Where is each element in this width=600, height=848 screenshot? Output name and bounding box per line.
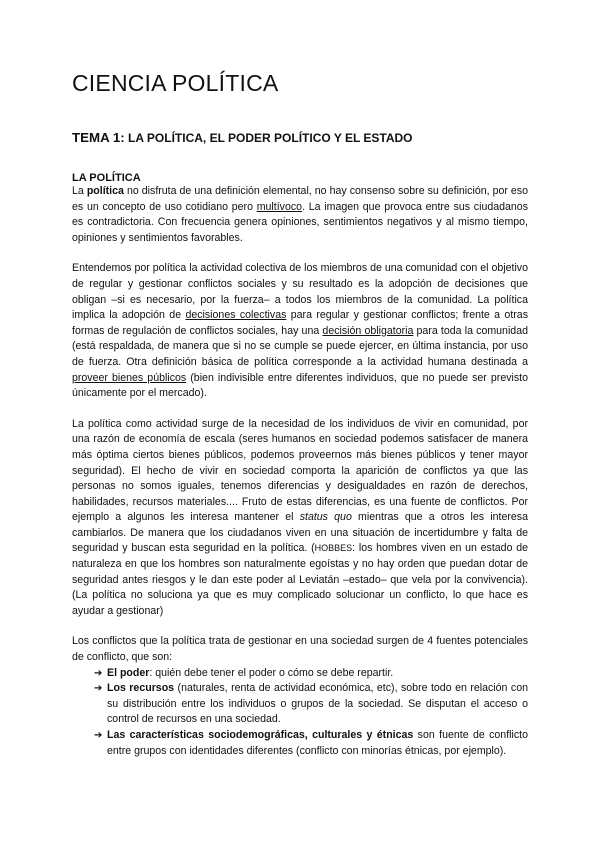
- p2-text-b: para regular y gestionar conflictos; frente a otras formas de regulación de conflictos sociales, hay una: [72, 309, 528, 337]
- document-title: CIENCIA POLÍTICA: [72, 70, 279, 96]
- document-content: [72, 70, 528, 759]
- p1-bold-politica: política: [86, 185, 124, 197]
- p1-text-d: . La imagen que provoca entre sus ciudadanos es contradictoria. Con frecuencia genera opiniones, sentimientos negativos y al mismo tiempo, opiniones y sentimientos favorables.: [72, 200, 528, 244]
- p3-italic-status-quo: status quo: [299, 511, 352, 524]
- list-item-text: : quién debe tener el poder o cómo se debe repartir.: [149, 666, 394, 679]
- p3-text-a: La política como actividad surge de la necesidad de los individuos de vivir en comunidad, por una razón de economía de escala (seres humanos en sociedad podemos satisfacer de manera más óptima ciertos bienes públicos, podemos proveernos más bienes públicos y tener mayor seguridad). El hecho de vivir en sociedad comporta la aparición de conflictos ya que las personas no somos iguales, tenemos diferencias y desigualdades en razón de derechos, habilidades, recursos materiales.... Fruto de estas diferencias, es una fuente de conflictos. Por ejemplo a algunos les interesa mantener el: [72, 417, 528, 524]
- p2-underline-bienes-publicos: proveer bienes públicos: [72, 371, 187, 384]
- paragraph-1: [72, 184, 528, 246]
- list-item-bold: Las características sociodemográficas, culturales y étnicas: [107, 729, 414, 741]
- paragraph-4: Los conflictos que la política trata de gestionar en una sociedad surgen de 4 fuentes potenciales de conflicto, que son:: [72, 635, 528, 664]
- list-item-bold: Los recursos: [107, 682, 175, 695]
- p2-text-c: para toda la comunidad (está respaldada, de manera que si no se cumple se puede ejercer, en última instancia, por uso de fuerza. Otra definición básica de política corresponde a la actividad humana destinada a: [72, 324, 528, 368]
- p2-text-d: (bien indivisible entre diferentes individuos, que no puede ser previsto únicamente por el mercado).: [72, 371, 528, 400]
- paragraph-3: [72, 417, 528, 620]
- paragraph-2: [72, 261, 528, 401]
- tema-prefix: TEMA 1:: [72, 130, 125, 145]
- p2-underline-decisiones: decisiones colectivas: [185, 309, 287, 322]
- list-item-text: (naturales, renta de actividad económica, etc), sobre todo en relación con su distribución entre los individuos o grupos de la sociedad. Se disputan el acceso o control de recursos en una sociedad.: [107, 682, 528, 726]
- list-item-text: son fuente de conflicto entre grupos con identidades diferentes (conflicto con minorías étnicas, por ejemplo).: [107, 729, 528, 757]
- list-item: [94, 681, 528, 728]
- tema-title: LA POLÍTICA, EL PODER POLÍTICO Y EL ESTADO: [124, 131, 413, 145]
- tema-heading: [72, 130, 528, 145]
- p2-underline-decision-obligatoria: decisión obligatoria: [322, 324, 414, 337]
- p1-text-c: no disfruta de una definición elemental, no hay consenso sobre su definición, por eso es un concepto de uso cotidiano pero: [72, 185, 528, 213]
- arrow-icon: ➔: [94, 683, 103, 695]
- conflict-sources-list: [72, 666, 528, 760]
- p1-text-a: La: [72, 185, 87, 197]
- p3-text-c: : los hombres viven en un estado de naturaleza en que los hombres son naturalmente egoístas y no hay orden que puedan dotar de seguridad antes riesgos y le dan este poder al Leviatán –estado– que vela por la convivencia). (La política no soluciona ya que es muy complicado solucionar un conflicto, lo que hace es ayudar a gestionar): [72, 542, 528, 617]
- section-heading: LA POLÍTICA: [72, 172, 141, 184]
- p3-hobbes: HOBBES: [314, 543, 353, 554]
- p3-text-b: mientras que a otros les interesa cambiarlos. De manera que los ciudadanos viven en una situación de incertidumbre y falta de seguridad y buscan esta seguridad en la política. (: [72, 511, 528, 555]
- arrow-icon: ➔: [94, 667, 103, 679]
- list-item-bold: El poder: [107, 666, 150, 679]
- p2-text-a: Entendemos por política la actividad colectiva de los miembros de una comunidad con el objetivo de regular y gestionar conflictos sociales y su resultado es la adopción de decisiones que obligan –si es necesario, por la fuerza– a todos los miembros de la comunidad. La política implica la adopción de: [72, 262, 528, 322]
- list-item: [94, 666, 528, 682]
- p1-underline-multivoco: multívoco: [256, 200, 303, 213]
- arrow-icon: ➔: [94, 730, 103, 741]
- list-item: [94, 728, 528, 759]
